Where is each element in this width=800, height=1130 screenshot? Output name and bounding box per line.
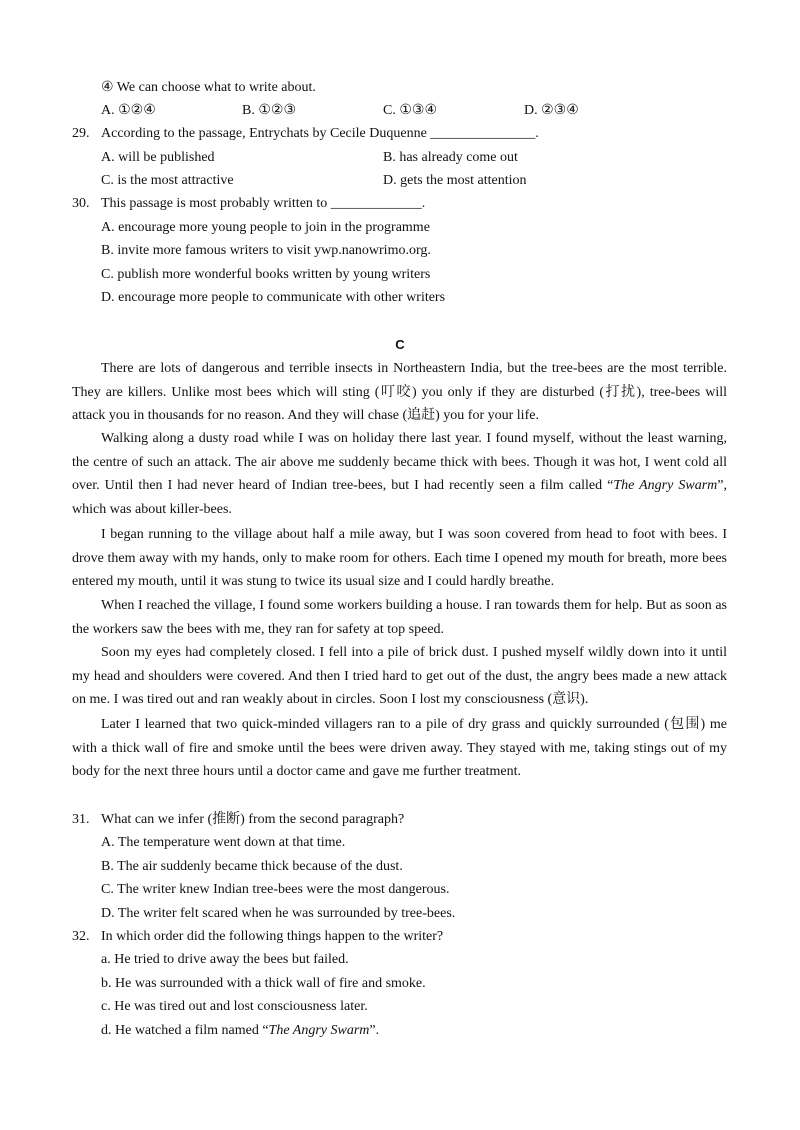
section-heading: C xyxy=(395,337,405,352)
q29-option-d[interactable]: D. gets the most attention xyxy=(383,173,527,188)
q31-option-a[interactable]: A. The temperature went down at that time. xyxy=(101,835,346,850)
statement-4: ④ We can choose what to write about. xyxy=(101,80,316,95)
q32-stem-line xyxy=(72,928,443,946)
q30-option-a[interactable]: A. encourage more young people to join in the programme xyxy=(101,220,430,235)
q30-stem-line xyxy=(72,195,425,213)
q32-event-a: a. He tried to drive away the bees but failed. xyxy=(101,952,349,967)
q29-option-a[interactable]: A. will be published xyxy=(101,150,215,165)
passage-paragraph-5: Soon my eyes had completely closed. I fell into a pile of brick dust. I pushed myself wildly down into it until my head and shoulders were covered. And then I tried hard to get out of the dust, the angry bees made a new attack on me. I was tired out and ran weakly about in circles. Soon I lost my consciousness (意识). xyxy=(72,645,727,707)
passage-paragraph-1: There are lots of dangerous and terrible insects in Northeastern India, but the tree-bees are the most terrible. They are killers. Unlike most bees which will sting (叮咬) you only if they are disturbed (打扰), tree-bees will attack you in thousands for no reason. And they will chase (追赶) you for your life. xyxy=(72,361,727,423)
q29-stem: According to the passage, Entrychats by Cecile Duquenne _______________. xyxy=(101,126,539,141)
q29-option-c[interactable]: C. is the most attractive xyxy=(101,173,234,188)
q29-number: 29. xyxy=(72,126,90,141)
q32-event-d: d. He watched a film named “The Angry Swarm”. xyxy=(101,1023,380,1038)
q28-option-b[interactable]: B. ①②③ xyxy=(242,103,296,118)
q31-stem: What can we infer (推断) from the second paragraph? xyxy=(101,812,405,827)
passage-paragraph-2: Walking along a dusty road while I was on holiday there last year. I found myself, without the least warning, the centre of such an attack. The air above me suddenly became thick with bees. Though it was hot, I went cold all over. Until then I had never heard of Indian tree-bees, but I had recently seen a film called “The Angry Swarm”, which was about killer-bees. xyxy=(72,431,727,517)
q28-option-c[interactable]: C. ①③④ xyxy=(383,103,437,118)
q28-option-a[interactable]: A. ①②④ xyxy=(101,103,156,118)
q31-option-c[interactable]: C. The writer knew Indian tree-bees were the most dangerous. xyxy=(101,882,450,897)
q29-stem-line xyxy=(72,125,539,143)
q30-option-b[interactable]: B. invite more famous writers to visit ywp.nanowrimo.org. xyxy=(101,243,431,258)
film-title: The Angry Swarm xyxy=(613,478,718,493)
q30-option-d[interactable]: D. encourage more people to communicate with other writers xyxy=(101,290,446,305)
film-title: The Angry Swarm xyxy=(268,1023,370,1038)
q32-stem: In which order did the following things happen to the writer? xyxy=(101,929,444,944)
q31-option-d[interactable]: D. The writer felt scared when he was surrounded by tree-bees. xyxy=(101,906,456,921)
q28-options xyxy=(101,102,665,120)
passage-paragraph-3: I began running to the village about half a mile away, but I was soon covered from head to foot with bees. I drove them away with my hands, only to make room for others. Each time I opened my mouth for breath, more bees entered my mouth, until it was stung to twice its usual size and I could hardly breathe. xyxy=(72,527,727,589)
passage-paragraph-4: When I reached the village, I found some workers building a house. I ran towards them for help. But as soon as the workers saw the bees with me, they ran for safety at top speed. xyxy=(72,598,727,637)
passage-paragraph-6: Later I learned that two quick-minded villagers ran to a pile of dry grass and quickly surrounded (包围) me with a thick wall of fire and smoke until the bees were driven away. They stayed with me, taking stings out of my body for the next three hours until a doctor came and gave me further treatment. xyxy=(72,717,727,779)
q30-number: 30. xyxy=(72,196,90,211)
q31-number: 31. xyxy=(72,812,90,827)
q29-option-b[interactable]: B. has already come out xyxy=(383,150,518,165)
q30-stem: This passage is most probably written to _____________. xyxy=(101,196,426,211)
q32-event-b: b. He was surrounded with a thick wall of fire and smoke. xyxy=(101,976,426,991)
q32-number: 32. xyxy=(72,929,90,944)
q31-stem-line xyxy=(72,811,404,829)
q32-event-c: c. He was tired out and lost consciousness later. xyxy=(101,999,368,1014)
q31-option-b[interactable]: B. The air suddenly became thick because of the dust. xyxy=(101,859,403,874)
q28-option-d[interactable]: D. ②③④ xyxy=(524,103,579,118)
q30-option-c[interactable]: C. publish more wonderful books written by young writers xyxy=(101,267,431,282)
